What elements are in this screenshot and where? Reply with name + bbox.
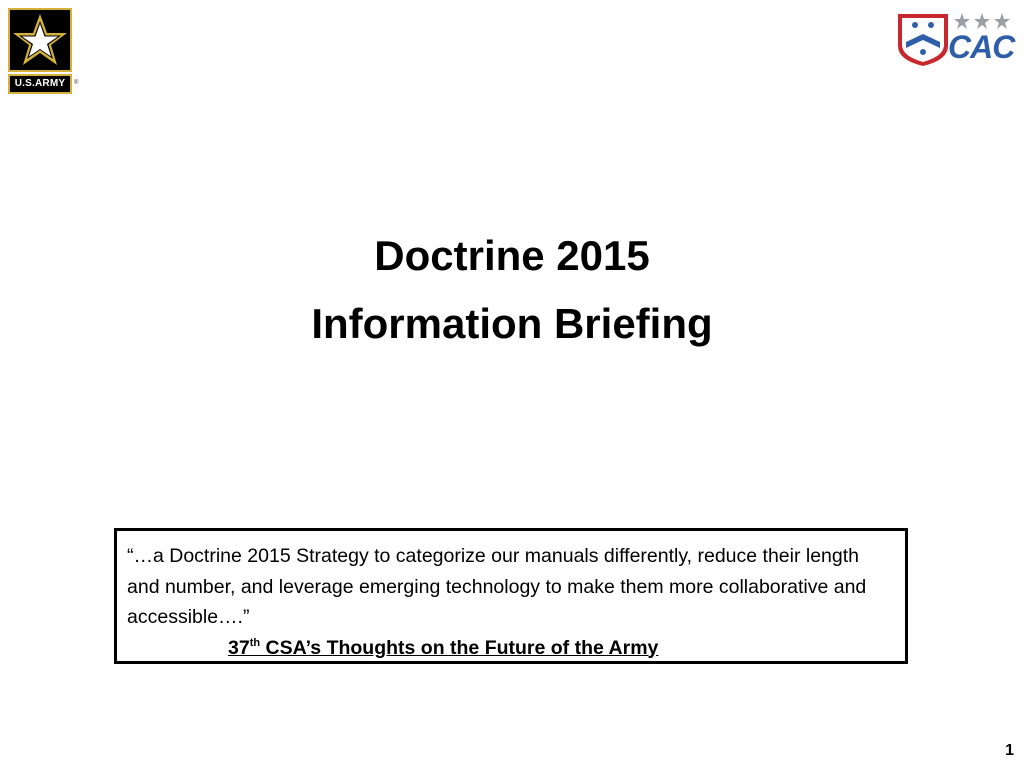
source-title: CSA’s Thoughts on the Future of the Army	[260, 636, 659, 659]
slide-title	[0, 222, 1024, 358]
source-number: 37	[228, 636, 250, 659]
title-line-2: Information Briefing	[311, 300, 713, 347]
quote-box	[114, 528, 908, 664]
source-ordinal-suffix: th	[249, 636, 261, 649]
cac-logo	[896, 12, 1014, 68]
quote-source	[127, 633, 893, 663]
quote-text: “…a Doctrine 2015 Strategy to categorize our manuals differently, reduce their length and number, and leverage emerging technology to make them more collaborative and accessible….”	[127, 545, 867, 628]
title-line-1: Doctrine 2015	[374, 232, 650, 279]
army-wordmark: U.S.ARMY	[8, 74, 72, 94]
star-icon	[10, 10, 70, 70]
page-number: 1	[1005, 742, 1014, 759]
registered-mark: ®	[74, 80, 79, 86]
us-army-logo	[8, 8, 79, 94]
cac-wordmark: CAC	[948, 29, 1015, 65]
army-star-emblem	[8, 8, 72, 72]
